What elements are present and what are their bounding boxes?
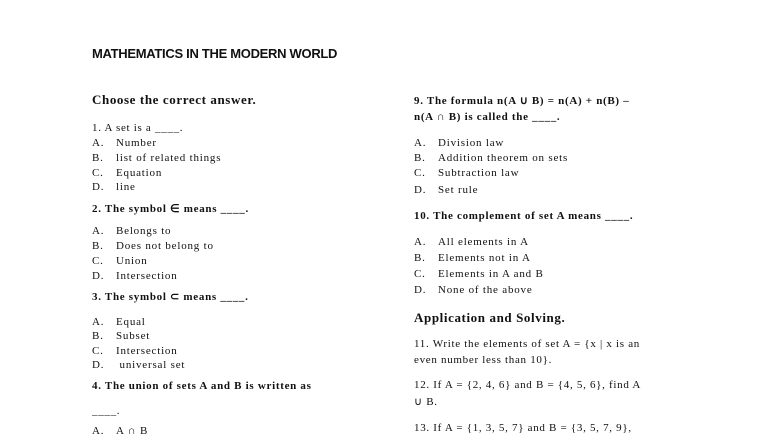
option-text: universal set xyxy=(116,359,186,371)
option-text: Elements not in A xyxy=(438,252,531,264)
option-text: Intersection xyxy=(116,345,178,357)
option-text: Subset xyxy=(116,330,151,342)
option-letter: A. xyxy=(92,316,105,328)
question-11-line-1: 11. Write the elements of set A = {x | x is an xyxy=(414,338,640,350)
option-text: Addition theorem on sets xyxy=(438,152,569,164)
q2-option-d xyxy=(92,269,178,283)
q2-option-b xyxy=(92,239,214,253)
question-1: 1. A set is a ____. xyxy=(92,122,184,134)
option-text: Division law xyxy=(438,137,505,149)
option-letter: D. xyxy=(92,181,105,193)
option-text: All elements in A xyxy=(438,236,529,248)
q1-option-d xyxy=(92,180,136,194)
question-2: 2. The symbol ∈ means ____. xyxy=(92,203,249,215)
q3-option-b xyxy=(92,329,150,343)
question-9-line-2: n(A ∩ B) is called the ____. xyxy=(414,111,561,123)
q2-option-a xyxy=(92,224,171,238)
question-11-line-2: even number less than 10}. xyxy=(414,354,553,366)
option-text: Subtraction law xyxy=(438,167,520,179)
option-text: list of related things xyxy=(116,152,222,164)
q2-option-c xyxy=(92,254,148,268)
option-letter: C. xyxy=(414,268,426,280)
question-3: 3. The symbol ⊂ means ____. xyxy=(92,291,249,303)
q4-option-a xyxy=(92,424,148,438)
option-text: Equation xyxy=(116,167,163,179)
section-heading-application: Application and Solving. xyxy=(414,310,566,325)
option-letter: D. xyxy=(92,270,105,282)
document-title: MATHEMATICS IN THE MODERN WORLD xyxy=(92,46,338,61)
q3-option-d xyxy=(92,358,185,372)
option-letter: D. xyxy=(414,184,427,196)
q1-option-b xyxy=(92,151,221,165)
option-text: Equal xyxy=(116,316,146,328)
option-text: None of the above xyxy=(438,284,533,296)
option-letter: A. xyxy=(92,425,105,437)
option-letter: A. xyxy=(414,137,427,149)
option-text: Intersection xyxy=(116,270,178,282)
q9-option-a xyxy=(414,136,504,150)
q1-option-a xyxy=(92,136,157,150)
q9-option-b xyxy=(414,151,568,165)
option-text: Elements in A and B xyxy=(438,268,544,280)
option-letter: A. xyxy=(414,236,427,248)
q10-option-d xyxy=(414,283,533,297)
q10-option-c xyxy=(414,267,544,281)
option-letter: B. xyxy=(92,240,104,252)
option-text: line xyxy=(116,181,136,193)
q9-option-d xyxy=(414,183,478,197)
option-letter: C. xyxy=(92,167,104,179)
option-letter: B. xyxy=(92,152,104,164)
option-text: Belongs to xyxy=(116,225,172,237)
option-letter: B. xyxy=(414,252,426,264)
option-letter: B. xyxy=(92,330,104,342)
option-letter: C. xyxy=(92,255,104,267)
q1-option-c xyxy=(92,166,162,180)
question-9-line-1: 9. The formula n(A ∪ B) = n(A) + n(B) – xyxy=(414,95,630,107)
question-10: 10. The complement of set A means ____. xyxy=(414,210,634,222)
q9-option-c xyxy=(414,166,519,180)
question-12-line-1: 12. If A = {2, 4, 6} and B = {4, 5, 6}, find A xyxy=(414,379,642,391)
option-text: A ∩ B xyxy=(116,425,149,437)
option-text: Set rule xyxy=(438,184,479,196)
option-text: Number xyxy=(116,137,157,149)
option-text: Does not belong to xyxy=(116,240,214,252)
question-4-continuation: ____. xyxy=(92,405,121,417)
option-letter: B. xyxy=(414,152,426,164)
q3-option-a xyxy=(92,315,146,329)
option-letter: C. xyxy=(414,167,426,179)
option-letter: D. xyxy=(414,284,427,296)
q3-option-c xyxy=(92,344,178,358)
question-4: 4. The union of sets A and B is written as xyxy=(92,380,312,392)
section-heading-choose: Choose the correct answer. xyxy=(92,92,257,107)
option-text: Union xyxy=(116,255,148,267)
q10-option-a xyxy=(414,235,529,249)
option-letter: A. xyxy=(92,225,105,237)
question-13-line-1: 13. If A = {1, 3, 5, 7} and B = {3, 5, 7, 9}, xyxy=(414,422,632,434)
option-letter: C. xyxy=(92,345,104,357)
question-12-line-2: ∪ B. xyxy=(414,396,438,408)
q10-option-b xyxy=(414,251,531,265)
option-letter: D. xyxy=(92,359,105,371)
option-letter: A. xyxy=(92,137,105,149)
